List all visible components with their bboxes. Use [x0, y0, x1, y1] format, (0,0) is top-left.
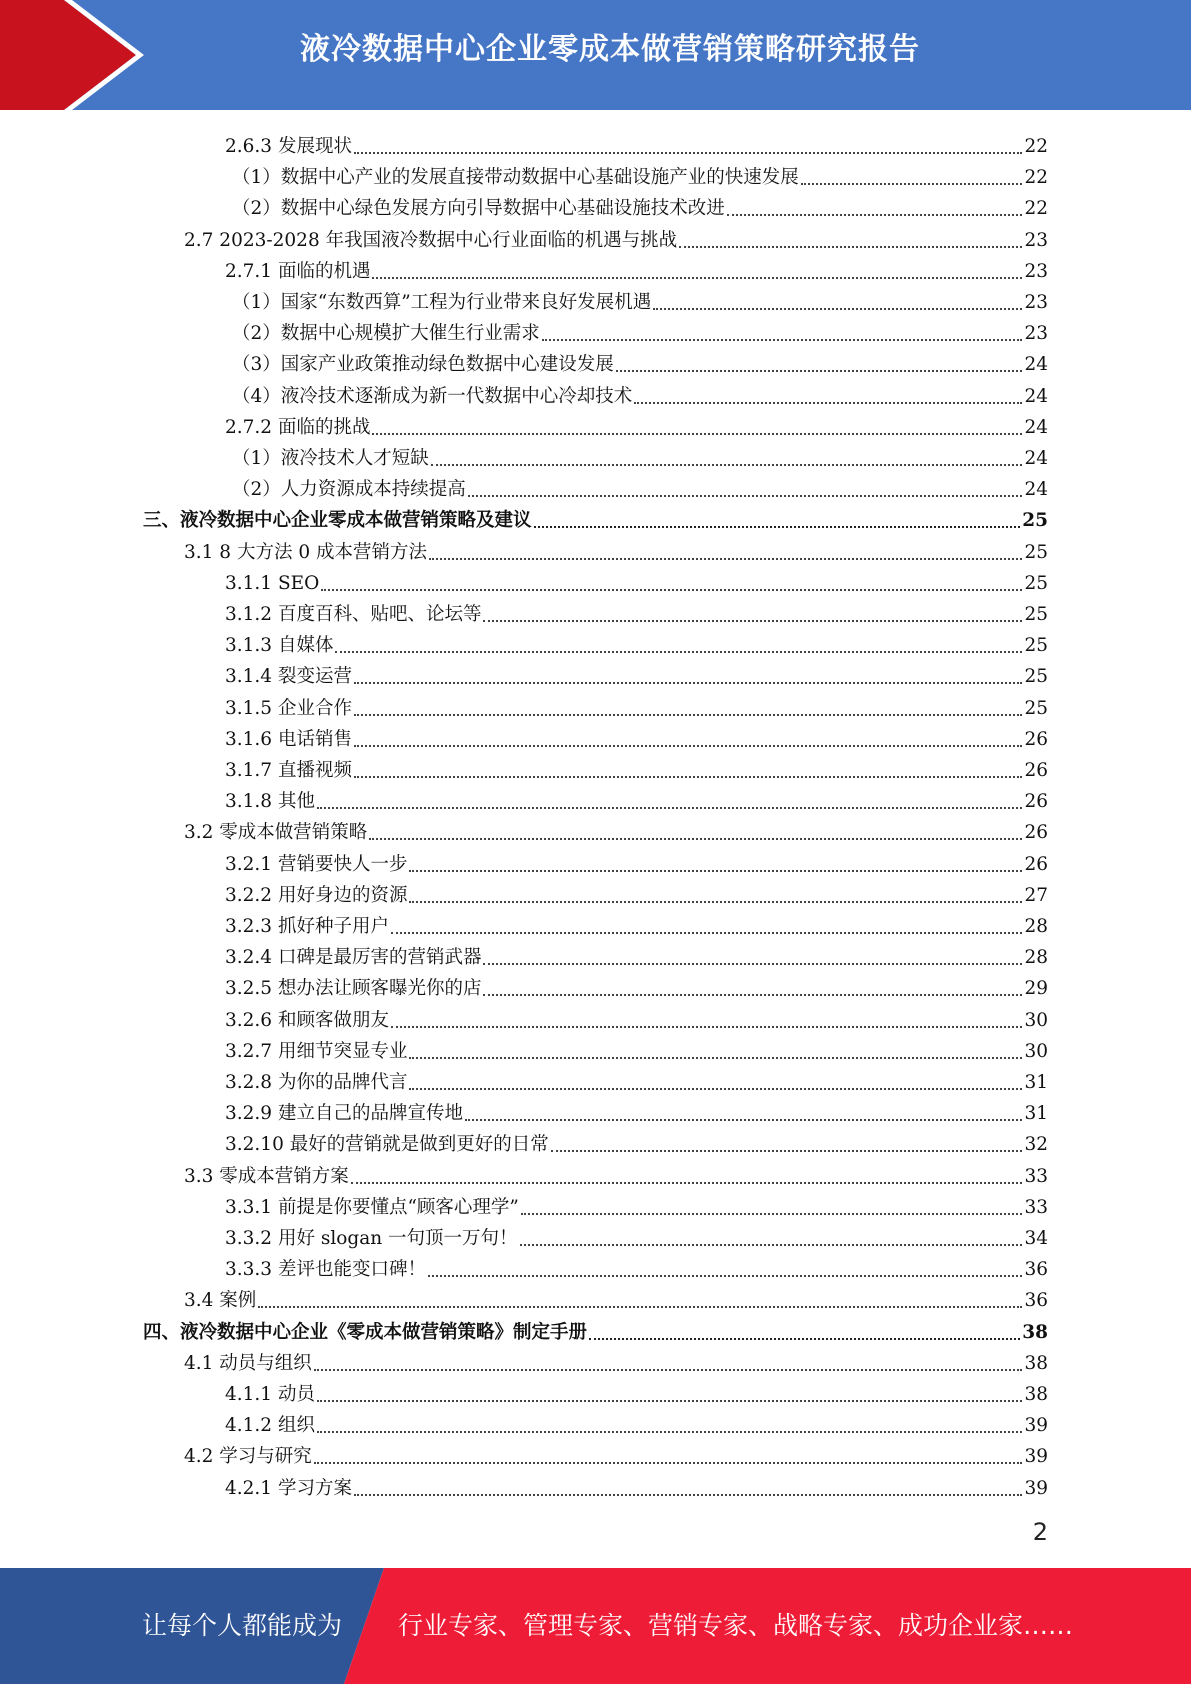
toc-entry[interactable]: [225, 877, 1048, 908]
toc-entry-title: 3.2.7 用细节突显专业: [225, 1040, 408, 1062]
toc-entry-title: 3.1 8 大方法 0 成本营销方法: [184, 541, 427, 563]
toc-entry[interactable]: [225, 1407, 1048, 1438]
toc-entry[interactable]: [225, 658, 1048, 689]
toc-entry-title: 3.1.8 其他: [225, 791, 315, 813]
toc-dot-leader: [534, 526, 1021, 528]
toc-entry[interactable]: [184, 222, 1048, 253]
toc-entry[interactable]: [225, 1251, 1048, 1282]
toc-entry-title: 3.1.1 SEO: [225, 572, 320, 594]
toc-dot-leader: [431, 464, 1023, 466]
toc-entry[interactable]: [225, 783, 1048, 814]
toc-entry[interactable]: [184, 1282, 1048, 1313]
toc-entry[interactable]: [184, 534, 1048, 565]
toc-entry-title: 3.2.8 为你的品牌代言: [225, 1072, 408, 1093]
toc-entry-title: 3.3.3 差评也能变口碑！: [225, 1259, 426, 1281]
toc-entry-title: 4.1 动员与组织: [184, 1352, 312, 1374]
toc-entry[interactable]: [232, 190, 1048, 221]
toc-entry-title: （1）国家“东数西算”工程为行业带来良好发展机遇: [232, 292, 652, 313]
toc-dot-leader: [429, 558, 1022, 560]
toc-dot-leader: [354, 714, 1023, 716]
toc-dot-leader: [335, 651, 1022, 653]
toc-dot-leader: [727, 214, 1023, 216]
toc-entry-title: 3.1.4 裂变运营: [225, 666, 352, 688]
toc-entry-page: 31: [1024, 1072, 1048, 1093]
toc-dot-leader: [679, 246, 1022, 248]
toc-entry-page: 34: [1024, 1228, 1048, 1249]
toc-entry[interactable]: [184, 1345, 1048, 1376]
toc-entry-page: 36: [1024, 1290, 1048, 1312]
toc-entry-title: 四、液冷数据中心企业《零成本做营销策略》制定手册: [143, 1321, 588, 1343]
toc-dot-leader: [483, 620, 1022, 622]
toc-dot-leader: [428, 1275, 1022, 1277]
toc-entry-page: 39: [1024, 1415, 1048, 1437]
toc-entry-page: 22: [1024, 167, 1048, 189]
toc-entry[interactable]: [184, 814, 1048, 845]
toc-entry-page: 25: [1022, 510, 1048, 532]
toc-entry[interactable]: [225, 565, 1048, 596]
toc-entry[interactable]: [225, 1064, 1048, 1095]
toc-entry[interactable]: [225, 1376, 1048, 1407]
toc-entry-page: 26: [1024, 728, 1048, 750]
toc-entry-page: 33: [1024, 1165, 1048, 1187]
toc-entry[interactable]: [225, 1220, 1048, 1251]
toc-entry-page: 28: [1024, 947, 1048, 969]
toc-dot-leader: [521, 1213, 1023, 1215]
toc-entry-page: 36: [1024, 1259, 1048, 1281]
toc-dot-leader: [354, 745, 1023, 747]
toc-entry-title: 3.1.5 企业合作: [225, 697, 352, 719]
toc-entry[interactable]: [225, 128, 1048, 159]
toc-entry-title: 3.2.5 想办法让顾客曝光你的店: [225, 978, 482, 1000]
toc-dot-leader: [372, 433, 1022, 435]
toc-dot-leader: [391, 932, 1022, 934]
toc-entry-title: 4.2 学习与研究: [184, 1446, 312, 1468]
toc-dot-leader: [409, 901, 1022, 903]
toc-entry-page: 31: [1024, 1103, 1048, 1125]
toc-entry-page: 24: [1024, 416, 1048, 438]
toc-dot-leader: [317, 1400, 1023, 1402]
toc-dot-leader: [589, 1338, 1020, 1340]
toc-entry[interactable]: [143, 502, 1048, 533]
toc-entry-page: 30: [1024, 1009, 1048, 1031]
toc-dot-leader: [409, 1088, 1022, 1090]
toc-dot-leader: [409, 870, 1022, 872]
toc-entry[interactable]: [232, 346, 1048, 377]
toc-entry-title: （1）数据中心产业的发展直接带动数据中心基础设施产业的快速发展: [232, 167, 799, 189]
toc-dot-leader: [542, 339, 1023, 341]
toc-entry[interactable]: [232, 315, 1048, 346]
toc-entry-page: 26: [1024, 822, 1048, 844]
toc-dot-leader: [391, 1026, 1022, 1028]
toc-entry[interactable]: [225, 596, 1048, 627]
toc-dot-leader: [483, 994, 1022, 996]
toc-entry-title: 3.2.9 建立自己的品牌宣传地: [225, 1103, 463, 1125]
toc-dot-leader: [483, 963, 1022, 965]
toc-entry-title: （2）数据中心规模扩大催生行业需求: [232, 323, 540, 345]
toc-entry-title: 3.2.6 和顾客做朋友: [225, 1009, 389, 1031]
toc-entry-title: 三、液冷数据中心企业零成本做营销策略及建议: [143, 510, 532, 532]
toc-entry[interactable]: [184, 1158, 1048, 1189]
toc-entry-title: 3.2.1 营销要快人一步: [225, 853, 408, 875]
toc-entry-title: （4）液冷技术逐渐成为新一代数据中心冷却技术: [232, 385, 633, 407]
toc-entry-page: 24: [1024, 354, 1048, 376]
toc-entry-page: 25: [1024, 697, 1048, 719]
toc-entry-title: 3.3.1 前提是你要懂点“顾客心理学”: [225, 1196, 519, 1218]
toc-entry-page: 23: [1024, 292, 1048, 313]
toc-entry[interactable]: [225, 721, 1048, 752]
toc-entry-title: 3.2.2 用好身边的资源: [225, 884, 408, 906]
toc-entry[interactable]: [225, 752, 1048, 783]
toc-dot-leader: [520, 1244, 1023, 1246]
toc-entry-title: 3.2 零成本做营销策略: [184, 822, 368, 844]
toc-entry-title: （3）国家产业政策推动绿色数据中心建设发展: [232, 354, 614, 376]
toc-entry[interactable]: [225, 939, 1048, 970]
toc-dot-leader: [354, 1494, 1023, 1496]
toc-entry-page: 39: [1024, 1477, 1048, 1499]
toc-entry-page: 25: [1024, 572, 1048, 594]
toc-entry[interactable]: [225, 690, 1048, 721]
toc-entry[interactable]: [184, 1438, 1048, 1469]
toc-dot-leader: [351, 1182, 1023, 1184]
toc-entry-page: 24: [1024, 385, 1048, 407]
toc-entry-title: 3.3 零成本营销方案: [184, 1165, 349, 1187]
toc-entry-title: （2）数据中心绿色发展方向引导数据中心基础设施技术改进: [232, 198, 725, 220]
toc-dot-leader: [653, 308, 1022, 310]
toc-entry[interactable]: [225, 908, 1048, 939]
toc-dot-leader: [258, 1306, 1022, 1308]
toc-dot-leader: [314, 1369, 1023, 1371]
toc-entry-title: 4.2.1 学习方案: [225, 1477, 352, 1499]
toc-dot-leader: [465, 1119, 1022, 1121]
toc-entry-title: 3.2.10 最好的营销就是做到更好的日常: [225, 1134, 549, 1156]
toc-entry[interactable]: [232, 159, 1048, 190]
toc-entry-title: 2.7.2 面临的挑战: [225, 416, 371, 438]
toc-entry-page: 24: [1024, 479, 1048, 501]
toc-entry-title: 3.1.3 自媒体: [225, 635, 334, 657]
toc-entry-page: 32: [1024, 1134, 1048, 1156]
footer-slogan-right: 行业专家、管理专家、营销专家、战略专家、成功企业家……: [398, 1611, 1074, 1640]
toc-entry-page: 25: [1024, 635, 1048, 657]
toc-entry-page: 28: [1024, 916, 1048, 937]
toc-entry-title: 3.4 案例: [184, 1290, 257, 1312]
report-title: 液冷数据中心企业零成本做营销策略研究报告: [300, 32, 920, 67]
toc-entry[interactable]: [143, 1314, 1048, 1345]
toc-entry-page: 30: [1024, 1040, 1048, 1062]
toc-entry[interactable]: [225, 1470, 1048, 1501]
toc-entry-page: 38: [1024, 1352, 1048, 1374]
toc-entry-page: 23: [1024, 260, 1048, 282]
toc-entry-title: 3.1.7 直播视频: [225, 760, 352, 781]
toc-entry-page: 38: [1022, 1321, 1048, 1343]
toc-entry[interactable]: [225, 970, 1048, 1001]
toc-entry-page: 26: [1024, 853, 1048, 875]
toc-dot-leader: [801, 183, 1023, 185]
toc-entry-title: 3.1.6 电话销售: [225, 728, 352, 750]
toc-entry-title: 4.1.1 动员: [225, 1384, 315, 1405]
toc-entry[interactable]: [225, 627, 1048, 658]
toc-entry-title: （1）液冷技术人才短缺: [232, 448, 429, 469]
toc-dot-leader: [551, 1150, 1023, 1152]
toc-entry-title: 2.6.3 发展现状: [225, 136, 352, 157]
toc-entry-page: 39: [1024, 1446, 1048, 1468]
toc-entry-page: 27: [1024, 884, 1048, 906]
toc-entry[interactable]: [232, 284, 1048, 315]
toc-entry[interactable]: [225, 1002, 1048, 1033]
toc-entry-title: 3.3.2 用好 slogan 一句顶一万句！: [225, 1228, 518, 1249]
toc-entry[interactable]: [225, 1033, 1048, 1064]
toc-entry-page: 22: [1024, 198, 1048, 220]
toc-entry-page: 23: [1024, 229, 1048, 251]
toc-entry[interactable]: [225, 253, 1048, 284]
toc-entry-page: 26: [1024, 760, 1048, 781]
page-number: 2: [1032, 1518, 1048, 1546]
toc-entry-page: 24: [1024, 448, 1048, 469]
toc-entry[interactable]: [232, 378, 1048, 409]
toc-entry[interactable]: [225, 1095, 1048, 1126]
toc-entry[interactable]: [225, 846, 1048, 877]
toc-entry-title: 2.7.1 面临的机遇: [225, 260, 371, 282]
toc-dot-leader: [354, 152, 1023, 154]
toc-dot-leader: [369, 838, 1022, 840]
toc-dot-leader: [468, 495, 1023, 497]
toc-entry-title: 3.2.3 抓好种子用户: [225, 916, 389, 937]
toc-entry[interactable]: [225, 1189, 1048, 1220]
toc-entry[interactable]: [232, 471, 1048, 502]
toc-entry-page: 23: [1024, 323, 1048, 345]
header-banner: [0, 0, 1191, 110]
toc-entry-title: 3.1.2 百度百科、贴吧、论坛等: [225, 604, 482, 625]
toc-dot-leader: [314, 1462, 1023, 1464]
toc-entry-page: 33: [1024, 1196, 1048, 1218]
toc-dot-leader: [354, 776, 1023, 778]
toc-entry-page: 25: [1024, 666, 1048, 688]
toc-dot-leader: [354, 682, 1023, 684]
toc-dot-leader: [409, 1057, 1022, 1059]
footer-banner: [0, 1568, 1191, 1684]
toc-entry[interactable]: [225, 409, 1048, 440]
toc-entry-page: 25: [1024, 604, 1048, 625]
toc-entry[interactable]: [232, 440, 1048, 471]
toc-entry[interactable]: [225, 1126, 1048, 1157]
toc-entry-title: 2.7 2023-2028 年我国液冷数据中心行业面临的机遇与挑战: [184, 229, 678, 251]
toc-entry-page: 29: [1024, 978, 1048, 1000]
toc-dot-leader: [634, 402, 1022, 404]
header-arrow-decoration: [0, 0, 150, 110]
toc-dot-leader: [321, 589, 1022, 591]
toc-entry-title: 4.1.2 组织: [225, 1415, 315, 1437]
toc-entry-page: 38: [1024, 1384, 1048, 1405]
toc-entry-title: 3.2.4 口碑是最厉害的营销武器: [225, 947, 482, 969]
toc-entry-page: 26: [1024, 791, 1048, 813]
toc-entry-page: 25: [1024, 541, 1048, 563]
footer-slogan-left: 让每个人都能成为: [142, 1611, 343, 1640]
toc-dot-leader: [317, 1431, 1023, 1433]
toc-dot-leader: [317, 807, 1023, 809]
toc-entry-page: 22: [1024, 136, 1048, 157]
toc-entry-title: （2）人力资源成本持续提高: [232, 479, 466, 501]
toc-dot-leader: [372, 277, 1022, 279]
toc-dot-leader: [616, 370, 1023, 372]
